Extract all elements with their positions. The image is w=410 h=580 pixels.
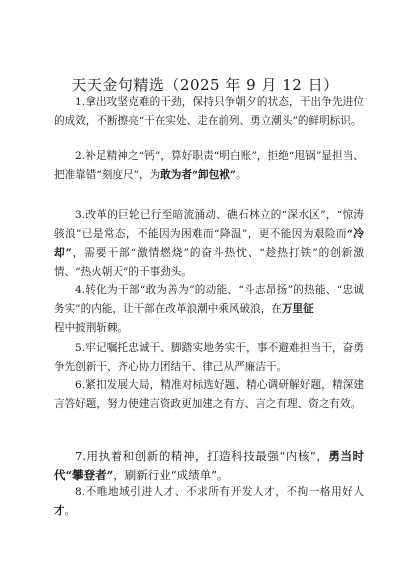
bold-phrase: 勇当时代“攀登者”: [54, 449, 364, 482]
document-title: 天天金句精选（2025 年 9 月 12 日）: [71, 76, 339, 94]
paragraph-text: 3.改革的巨轮已行至暗流涌动、礁石林立的“深水区”，“惊涛骇浪”已是常态，不能因为困难而“降温”，更不能因为艰险而: [54, 209, 364, 240]
paragraph-4-continuation: [54, 319, 128, 338]
paragraph-2: [54, 147, 364, 185]
paragraph-text: 5.牢记嘱托忠诚干、脚踏实地务实干，事不避难担当干，奋勇争先创新干、齐心协力团结干、律己从严廉洁干。: [54, 342, 364, 373]
paragraph-text: 6.紧扣发展大局，精准对标选好题、精心调研解好题，精深建言答好题，努力使建言资政更加建之有方、言之有理、资之有效。: [54, 379, 364, 410]
paragraph-text: 程中披荆斩棘。: [54, 322, 129, 334]
bold-phrase: 敢为者“卸包袱”: [160, 169, 236, 181]
bold-phrase: 万里征: [281, 303, 314, 315]
paragraph-3: [54, 206, 364, 282]
paragraph-5: [54, 339, 364, 377]
paragraph-text: 2.补足精神之“钙”，算好职责“明白账”，拒绝“甩锅”显担当、把准靠错“刻度尺”，为: [54, 150, 364, 181]
paragraph-6: [54, 376, 364, 414]
paragraph-4: [54, 281, 364, 319]
paragraph-text: 。: [64, 505, 76, 517]
paragraph-8: [54, 483, 364, 521]
paragraph-1: [54, 93, 364, 131]
bold-phrase: “冷却”: [54, 228, 364, 259]
paragraph-text: 8.不唯地域引进人才、不求所有开发人才，不拘一格用好人: [75, 486, 364, 498]
bold-phrase: 才: [54, 505, 65, 517]
paragraph-text: 。: [235, 169, 247, 181]
paragraph-text: ，需要干部“激情燃烧”的奋斗热忱、“趁热打铁”的创新激情、“热火朝天”的干事劲头。: [54, 247, 364, 278]
paragraph-7: [54, 447, 364, 485]
paragraph-text: 7.用执着和创新的精神，打造科技最强“内核”，: [75, 449, 329, 463]
paragraph-text: ，刷新行业“成绩单”。: [113, 468, 229, 482]
paragraph-text: 1.拿出攻坚克难的干劲，保持只争朝夕的状态，干出争先进位的成效，不断擦亮“干在实处、走在前列、勇立潮头”的鲜明标识。: [54, 96, 364, 127]
paragraph-text: 4.转化为干部“敢为善为”的动能、“斗志昂扬”的热能、“忠诚务实”的内能，让干部在改革浪潮中乘风破浪，在: [54, 284, 364, 315]
